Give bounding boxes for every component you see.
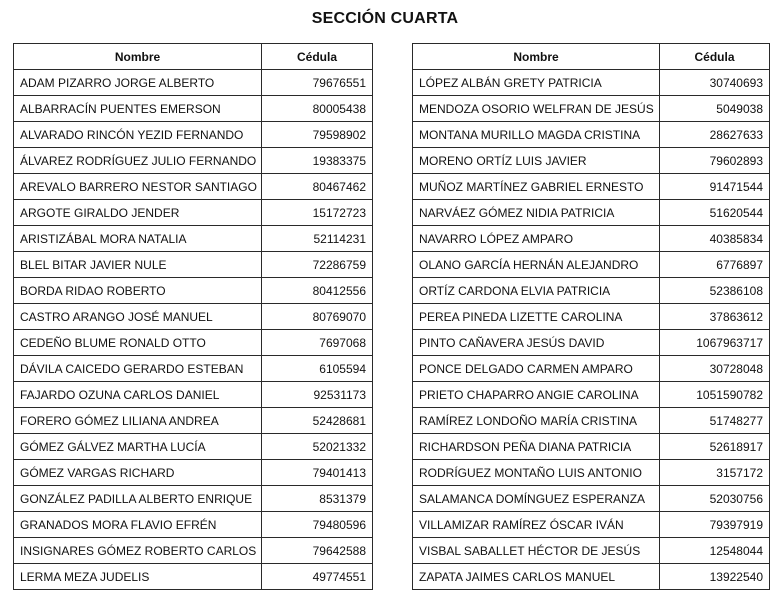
person-name: ALVARADO RINCÓN YEZID FERNANDO <box>14 122 262 148</box>
table-row <box>413 278 770 304</box>
person-name: ARISTIZÁBAL MORA NATALIA <box>14 226 262 252</box>
person-name: FORERO GÓMEZ LILIANA ANDREA <box>14 408 262 434</box>
cedula-number: 6776897 <box>660 252 770 278</box>
cedula-number: 1067963717 <box>660 330 770 356</box>
cedula-number: 52386108 <box>660 278 770 304</box>
cedula-number: 79642588 <box>262 538 373 564</box>
person-name: OLANO GARCÍA HERNÁN ALEJANDRO <box>413 252 660 278</box>
person-name: LERMA MEZA JUDELIS <box>14 564 262 590</box>
cedula-number: 80005438 <box>262 96 373 122</box>
person-name: BLEL BITAR JAVIER NULE <box>14 252 262 278</box>
person-name: PINTO CAÑAVERA JESÚS DAVID <box>413 330 660 356</box>
cedula-number: 6105594 <box>262 356 373 382</box>
cedula-number: 8531379 <box>262 486 373 512</box>
person-name: RODRÍGUEZ MONTAÑO LUIS ANTONIO <box>413 460 660 486</box>
person-name: PEREA PINEDA LIZETTE CAROLINA <box>413 304 660 330</box>
cedula-number: 52618917 <box>660 434 770 460</box>
cedula-number: 49774551 <box>262 564 373 590</box>
table-row <box>14 278 373 304</box>
person-name: ADAM PIZARRO JORGE ALBERTO <box>14 70 262 96</box>
cedula-number: 92531173 <box>262 382 373 408</box>
cedula-number: 3157172 <box>660 460 770 486</box>
cedula-number: 79598902 <box>262 122 373 148</box>
table-row <box>14 512 373 538</box>
table-row <box>413 434 770 460</box>
name-column-header: Nombre <box>413 44 660 70</box>
table-header-row <box>14 44 373 70</box>
table-row <box>14 382 373 408</box>
person-name: SALAMANCA DOMÍNGUEZ ESPERANZA <box>413 486 660 512</box>
cedula-column-header: Cédula <box>262 44 373 70</box>
cedula-number: 51748277 <box>660 408 770 434</box>
cedula-number: 40385834 <box>660 226 770 252</box>
table-row <box>413 252 770 278</box>
table-row <box>14 200 373 226</box>
person-name: VILLAMIZAR RAMÍREZ ÓSCAR IVÁN <box>413 512 660 538</box>
table-row <box>14 226 373 252</box>
table-row <box>14 96 373 122</box>
person-name: BORDA RIDAO ROBERTO <box>14 278 262 304</box>
table-row <box>413 174 770 200</box>
table-row <box>14 174 373 200</box>
table-row <box>413 538 770 564</box>
cedula-number: 28627633 <box>660 122 770 148</box>
cedula-number: 19383375 <box>262 148 373 174</box>
cedula-number: 52030756 <box>660 486 770 512</box>
person-name: INSIGNARES GÓMEZ ROBERTO CARLOS <box>14 538 262 564</box>
cedula-number: 80769070 <box>262 304 373 330</box>
cedula-number: 52114231 <box>262 226 373 252</box>
person-name: RICHARDSON PEÑA DIANA PATRICIA <box>413 434 660 460</box>
table-row <box>413 356 770 382</box>
cedula-number: 51620544 <box>660 200 770 226</box>
table-row <box>14 564 373 590</box>
page-title: SECCIÓN CUARTA <box>311 10 459 27</box>
cedula-number: 12548044 <box>660 538 770 564</box>
cedula-number: 79676551 <box>262 70 373 96</box>
person-name: RAMÍREZ LONDOÑO MARÍA CRISTINA <box>413 408 660 434</box>
left-roster-body <box>14 70 373 590</box>
table-row <box>413 226 770 252</box>
person-name: PRIETO CHAPARRO ANGIE CAROLINA <box>413 382 660 408</box>
cedula-number: 79480596 <box>262 512 373 538</box>
cedula-number: 30740693 <box>660 70 770 96</box>
table-row <box>413 460 770 486</box>
table-row <box>413 330 770 356</box>
cedula-number: 79397919 <box>660 512 770 538</box>
table-header-row <box>413 44 770 70</box>
table-row <box>14 122 373 148</box>
cedula-number: 13922540 <box>660 564 770 590</box>
table-row <box>413 148 770 174</box>
person-name: NAVARRO LÓPEZ AMPARO <box>413 226 660 252</box>
table-row <box>14 460 373 486</box>
table-row <box>14 70 373 96</box>
cedula-number: 80412556 <box>262 278 373 304</box>
person-name: NARVÁEZ GÓMEZ NIDIA PATRICIA <box>413 200 660 226</box>
person-name: ARGOTE GIRALDO JENDER <box>14 200 262 226</box>
person-name: GÓMEZ GÁLVEZ MARTHA LUCÍA <box>14 434 262 460</box>
person-name: PONCE DELGADO CARMEN AMPARO <box>413 356 660 382</box>
cedula-number: 7697068 <box>262 330 373 356</box>
right-roster-body <box>413 70 770 590</box>
person-name: MUÑOZ MARTÍNEZ GABRIEL ERNESTO <box>413 174 660 200</box>
table-row <box>14 252 373 278</box>
cedula-number: 30728048 <box>660 356 770 382</box>
person-name: MORENO ORTÍZ LUIS JAVIER <box>413 148 660 174</box>
table-row <box>413 96 770 122</box>
table-row <box>413 304 770 330</box>
cedula-number: 72286759 <box>262 252 373 278</box>
table-row <box>14 330 373 356</box>
person-name: MENDOZA OSORIO WELFRAN DE JESÚS <box>413 96 660 122</box>
name-column-header: Nombre <box>14 44 262 70</box>
cedula-number: 52021332 <box>262 434 373 460</box>
person-name: LÓPEZ ALBÁN GRETY PATRICIA <box>413 70 660 96</box>
table-row <box>14 148 373 174</box>
person-name: VISBAL SABALLET HÉCTOR DE JESÚS <box>413 538 660 564</box>
person-name: DÁVILA CAICEDO GERARDO ESTEBAN <box>14 356 262 382</box>
cedula-number: 1051590782 <box>660 382 770 408</box>
cedula-number: 15172723 <box>262 200 373 226</box>
table-row <box>14 486 373 512</box>
person-name: GONZÁLEZ PADILLA ALBERTO ENRIQUE <box>14 486 262 512</box>
table-row <box>413 382 770 408</box>
person-name: ORTÍZ CARDONA ELVIA PATRICIA <box>413 278 660 304</box>
person-name: AREVALO BARRERO NESTOR SANTIAGO <box>14 174 262 200</box>
person-name: ALBARRACÍN PUENTES EMERSON <box>14 96 262 122</box>
cedula-number: 5049038 <box>660 96 770 122</box>
person-name: CEDEÑO BLUME RONALD OTTO <box>14 330 262 356</box>
table-row <box>413 486 770 512</box>
table-row <box>14 304 373 330</box>
person-name: CASTRO ARANGO JOSÉ MANUEL <box>14 304 262 330</box>
person-name: GRANADOS MORA FLAVIO EFRÉN <box>14 512 262 538</box>
person-name: FAJARDO OZUNA CARLOS DANIEL <box>14 382 262 408</box>
person-name: GÓMEZ VARGAS RICHARD <box>14 460 262 486</box>
cedula-number: 52428681 <box>262 408 373 434</box>
left-roster-table <box>13 43 373 590</box>
person-name: ZAPATA JAIMES CARLOS MANUEL <box>413 564 660 590</box>
table-row <box>413 70 770 96</box>
table-row <box>14 538 373 564</box>
table-row <box>14 356 373 382</box>
cedula-number: 37863612 <box>660 304 770 330</box>
cedula-number: 79602893 <box>660 148 770 174</box>
table-row <box>413 512 770 538</box>
table-row <box>413 200 770 226</box>
table-row <box>14 434 373 460</box>
cedula-number: 91471544 <box>660 174 770 200</box>
table-row <box>413 122 770 148</box>
cedula-number: 79401413 <box>262 460 373 486</box>
person-name: MONTANA MURILLO MAGDA CRISTINA <box>413 122 660 148</box>
table-row <box>413 408 770 434</box>
right-roster-table <box>412 43 770 590</box>
person-name: ÁLVAREZ RODRÍGUEZ JULIO FERNANDO <box>14 148 262 174</box>
table-row <box>413 564 770 590</box>
cedula-column-header: Cédula <box>660 44 770 70</box>
cedula-number: 80467462 <box>262 174 373 200</box>
table-row <box>14 408 373 434</box>
